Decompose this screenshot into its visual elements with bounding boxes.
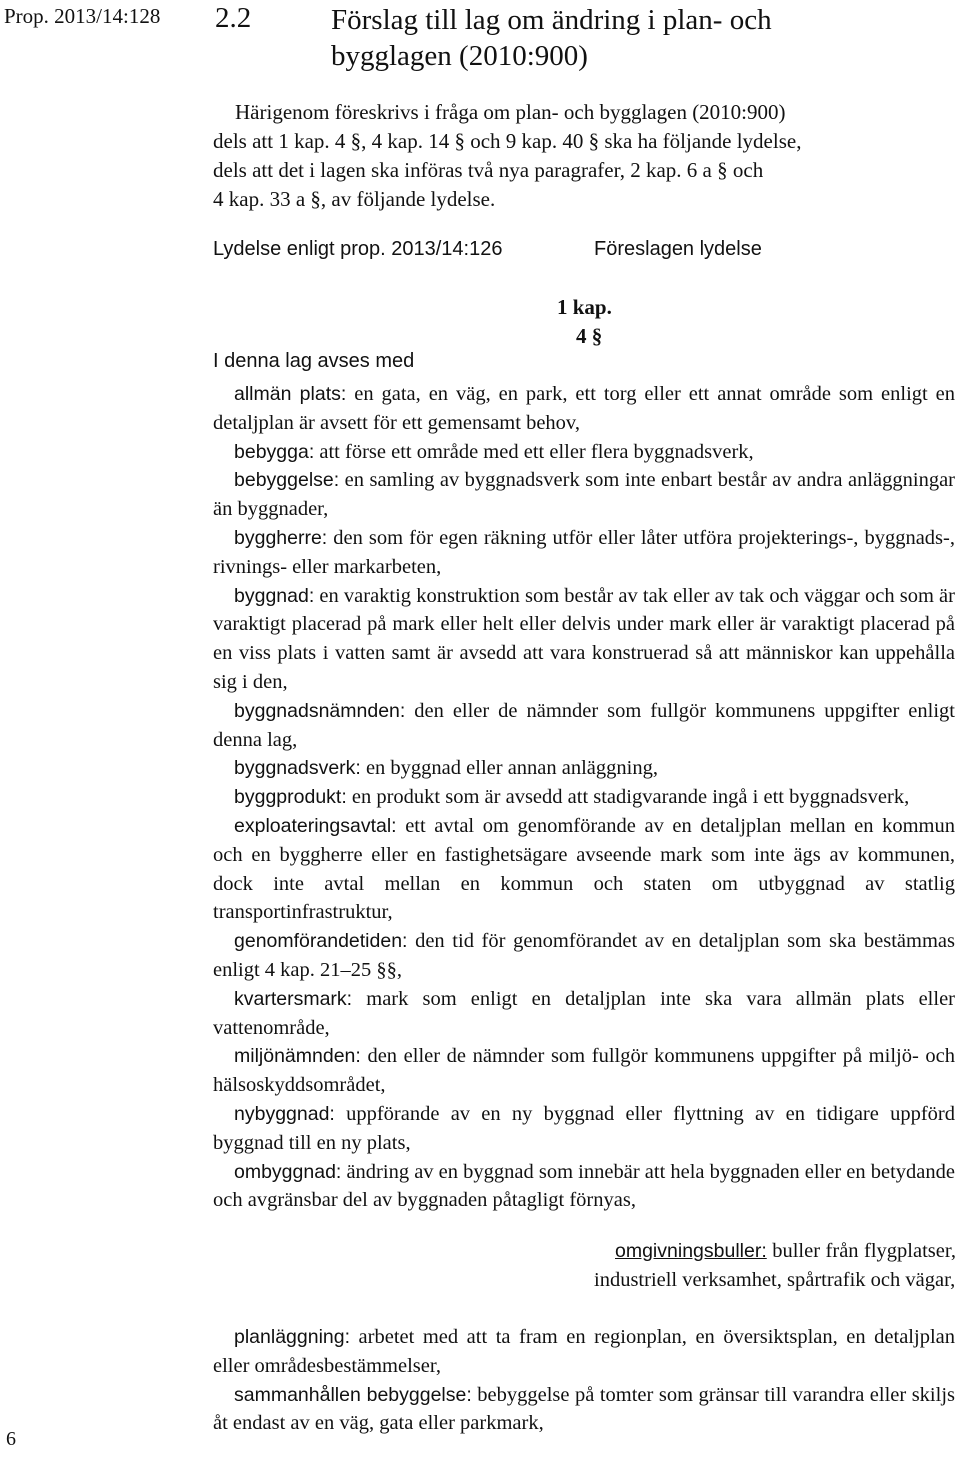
definition-term: byggnadsnämnden:: [234, 699, 406, 722]
page-number: 6: [6, 1428, 16, 1450]
definition-text: en gata, en väg, en park, ett torg eller ett annat område som enligt en detaljplan är avsett för ett gemensamt behov,: [213, 383, 955, 434]
definitions-list: [213, 380, 955, 1215]
paragraph-heading: 4 §: [576, 324, 603, 348]
intro-paragraph: [213, 98, 947, 214]
definition-item: [213, 1158, 955, 1216]
definition-text: en samling av byggnadsverk som inte enbart består av andra anläggningar än byggnader,: [213, 469, 955, 521]
definition-term: allmän plats:: [234, 383, 347, 405]
definition-term: nybyggnad:: [234, 1102, 335, 1125]
lead-text: I denna lag avses med: [213, 350, 415, 372]
column-heading-proposed: Föreslagen lydelse: [594, 238, 762, 260]
definition-text: ett avtal om genomförande av en detaljplan mellan en kommun och en byggherre eller en fastighetsägare avseende mark som inte ägs av kommunen, dock inte avtal mellan en kommun och staten om utbyggnad av statlig transportinfrastruktur,: [213, 814, 955, 924]
definitions-list-continued: [213, 1323, 955, 1438]
intro-line: dels att det i lagen ska införas två nya paragrafer, 2 kap. 6 a § och: [213, 158, 764, 182]
definition-text: uppförande av en ny byggnad eller flyttning av en tidigare uppförd byggnad till en ny plats,: [213, 1102, 955, 1154]
definition-text: ändring av en byggnad som innebär att hela byggnaden eller en betydande och avgränsbar del av byggnaden påtagligt förnyas,: [213, 1160, 955, 1212]
section-title: Förslag till lag om ändring i plan- och bygglagen (2010:900): [331, 4, 772, 72]
definition-item: [213, 438, 955, 467]
definition-text: en varaktig konstruktion som består av tak eller av tak och väggar och som är varaktigt placerad på mark eller helt eller delvis under mark eller är varaktigt placerad på en viss plats i vatten samt är avsedd att vara konstruerad så att människor kan uppehålla sig i den,: [213, 584, 955, 693]
definition-text: en produkt som är avsedd att stadigvarande ingå i ett byggnadsverk,: [346, 786, 910, 809]
definition-item: [213, 524, 955, 582]
definition-term: bebyggelse:: [234, 469, 340, 492]
definition-text: den eller de nämnder som fullgör kommunens uppgifter enligt denna lag,: [213, 699, 955, 751]
definition-item: [213, 783, 955, 812]
chapter-heading: 1 kap.: [557, 295, 612, 319]
definition-item: [213, 1323, 955, 1381]
definition-item: [213, 466, 955, 524]
intro-line: dels att 1 kap. 4 §, 4 kap. 14 § och 9 kap. 40 § ska ha följande lydelse,: [213, 129, 802, 153]
intro-line: 4 kap. 33 a §, av följande lydelse.: [213, 187, 496, 211]
definition-term: byggnad:: [234, 584, 315, 607]
definition-text: den eller de nämnder som fullgör kommunens uppgifter på miljö- och hälsoskyddsområdet,: [213, 1045, 955, 1097]
definition-term: kvartersmark:: [234, 987, 353, 1010]
definition-item: [213, 812, 955, 927]
definition-term: genomförandetiden:: [234, 930, 408, 953]
definition-term: byggherre:: [234, 526, 328, 549]
definition-item: [213, 380, 955, 438]
definition-item: [213, 1042, 955, 1100]
definition-text: den tid för genomförandet av en detaljplan som ska bestämmas enligt 4 kap. 21–25 §§,: [213, 930, 955, 981]
definition-term: planläggning:: [234, 1326, 351, 1348]
definition-text: buller från flygplatser, industriell verksamhet, spårtrafik och vägar,: [594, 1240, 956, 1291]
definition-text: att förse ett område med ett eller flera byggnadsverk,: [314, 440, 754, 463]
column-heading-current: Lydelse enligt prop. 2013/14:126: [213, 238, 503, 260]
definition-text: arbetet med att ta fram en regionplan, en översiktsplan, en detaljplan eller områdesbestämmelser,: [213, 1326, 955, 1377]
definition-term: ombyggnad:: [234, 1160, 342, 1183]
definition-term: miljönämnden:: [234, 1045, 361, 1068]
definition-term: byggprodukt:: [234, 786, 347, 809]
definition-item-proposed: [594, 1237, 956, 1295]
definition-term: bebygga:: [234, 440, 315, 463]
definition-item: [213, 754, 955, 783]
definition-item: [213, 927, 955, 985]
definition-item: [213, 985, 955, 1043]
definition-term: exploateringsavtal:: [234, 814, 397, 837]
definition-item: [213, 1100, 955, 1158]
definition-term: omgivningsbuller:: [615, 1240, 767, 1262]
definition-item: [213, 582, 955, 697]
definition-text: bebyggelse på tomter som gränsar till varandra eller skiljs åt endast av en väg, gata eller parkmark,: [213, 1383, 955, 1435]
proposition-reference: Prop. 2013/14:128: [4, 4, 161, 28]
section-number: 2.2: [215, 2, 252, 34]
intro-line: Härigenom föreskrivs i fråga om plan- och bygglagen (2010:900): [235, 100, 786, 124]
definition-text: mark som enligt en detaljplan inte ska vara allmän plats eller vattenområde,: [213, 987, 955, 1039]
definition-item: [213, 1381, 955, 1439]
definition-text: en byggnad eller annan anläggning,: [360, 757, 658, 780]
definition-text: den som för egen räkning utför eller låter utföra projekterings-, byggnads-, rivnings- eller markarbeten,: [213, 526, 955, 578]
definition-term: byggnadsverk:: [234, 757, 361, 780]
definition-term: sammanhållen bebyggelse:: [234, 1383, 472, 1406]
definition-item: [213, 697, 955, 755]
